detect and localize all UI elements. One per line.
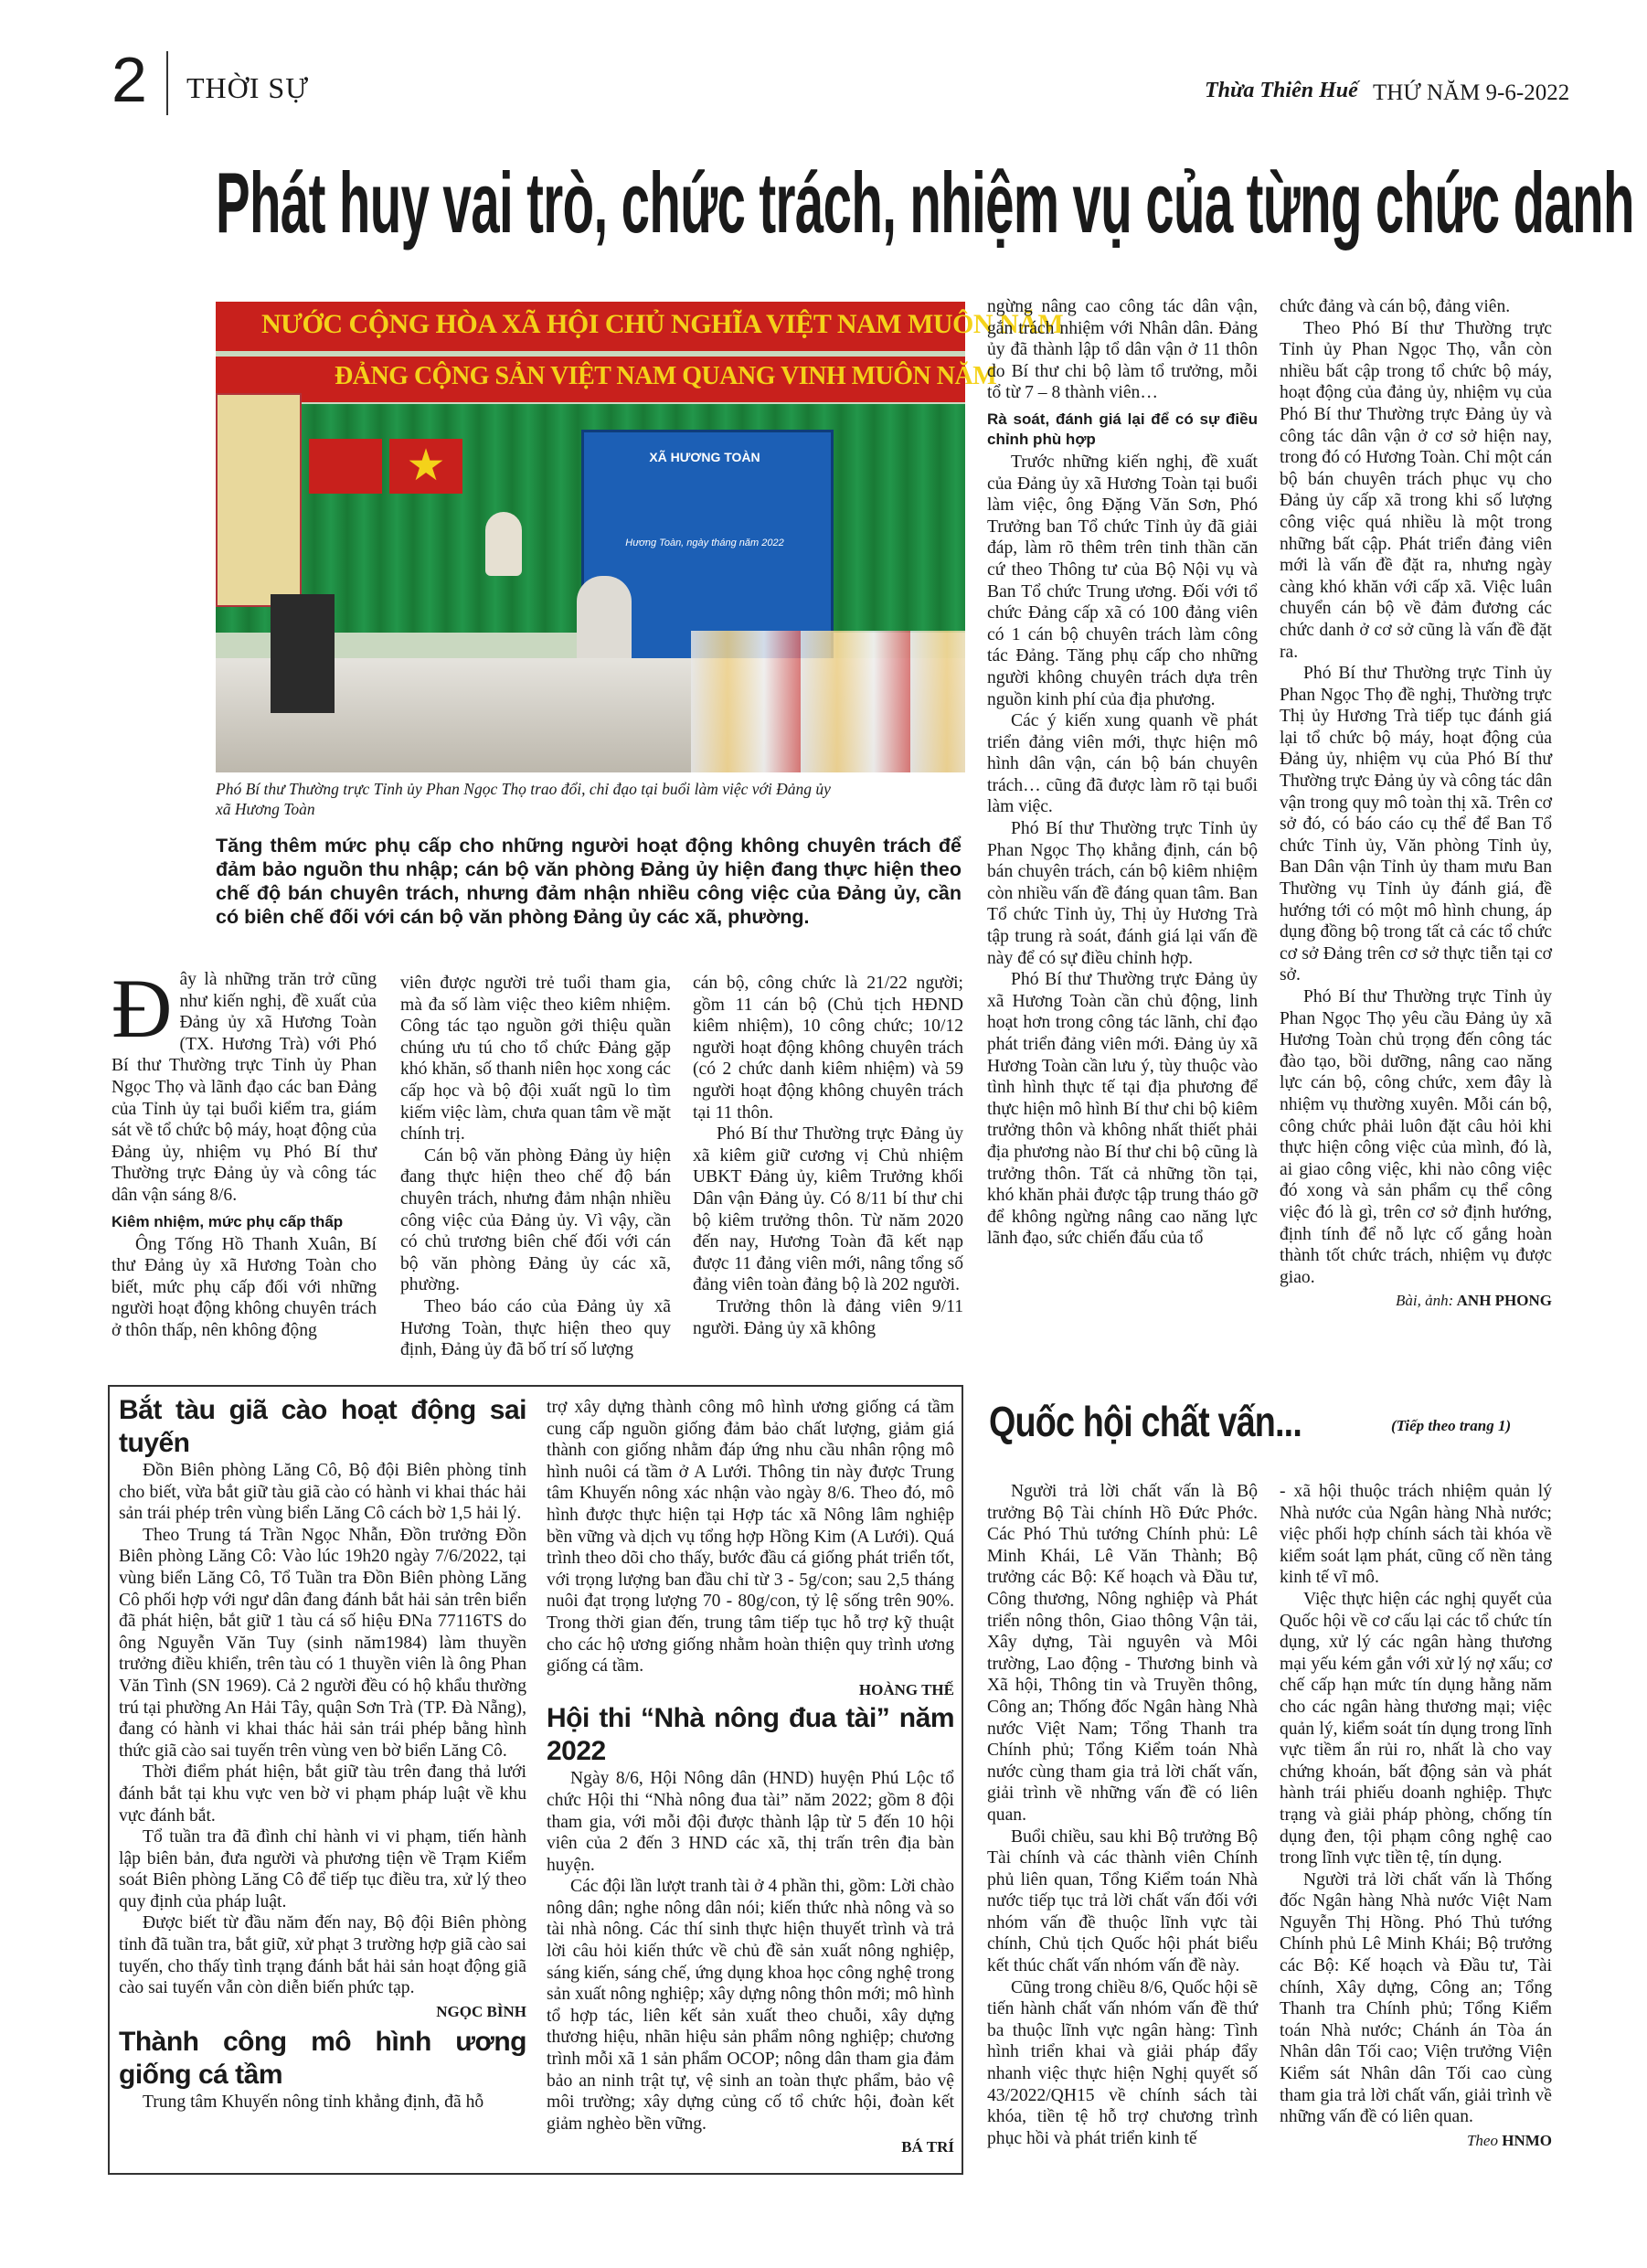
brief1-p5: Được biết từ đầu năm đến nay, Bộ đội Biên phòng tỉnh đã tuần tra, bắt giữ, xử phạt 3 trường hợp giã cào sai tuyến, cho thấy tình trạng đánh bắt hải sản hoạt động giã cào sai tuyến vẫn còn diễn biến phức tạp. <box>119 1913 526 1998</box>
photo-caption: Phó Bí thư Thường trực Tỉnh ủy Phan Ngọc Thọ trao đổi, chỉ đạo tại buổi làm việc với Đảng ủy xã Hương Toàn <box>216 780 831 818</box>
main-col2-p3: Theo báo cáo của Đảng ủy xã Hương Toàn, thực hiện theo quy định, Đảng ủy đã bố trí số lượng <box>400 1296 671 1360</box>
qh-byline-label: Theo <box>1466 2131 1498 2149</box>
page-number: 2 <box>112 44 147 115</box>
photo-flag-party <box>309 439 382 494</box>
brief-title-1: Bắt tàu giã cào hoạt động sai tuyến <box>119 1395 526 1458</box>
brief2-byline: HOÀNG THẾ <box>858 1680 954 1698</box>
main-byline <box>1280 1290 1552 1312</box>
main-col5-p1: chức đảng và cán bộ, đảng viên. <box>1280 297 1511 316</box>
photo-screen-date: Hương Toàn, ngày tháng năm 2022 <box>625 538 784 548</box>
main-col3-p1: cán bộ, công chức là 21/22 người; gồm 11 cán bộ (Chủ tịch HĐND kiêm nhiệm), 10 công chức; 10/12 người hoạt động không chuyên trách (có 2 chức danh kiêm nhiệm) và 59 người hoạt động không chuyên trách tại 11 thôn. <box>693 974 963 1123</box>
main-col4-p1: ngừng nâng cao công tác dân vận, gắn trách nhiệm với Nhân dân. Đảng ủy đã thành lập tổ dân vận ở 11 thôn do Bí thư chi bộ làm tổ trưởng, mỗi tổ từ 7 – 8 thành viên… <box>987 297 1258 403</box>
main-col1-p2: Ông Tống Hồ Thanh Xuân, Bí thư Đảng ủy xã Hương Toàn cho biết, mức phụ cấp đối với những người hoạt động không chuyên trách ở thôn thấp, nên không động <box>112 1234 377 1340</box>
qh-byline-source: HNMO <box>1502 2131 1552 2149</box>
main-headline: Phát huy vai trò, chức trách, nhiệm vụ của từng chức danh <box>216 154 1634 250</box>
brief3-p2: Các đội lần lượt tranh tài ở 4 phần thi, gồm: Lời chào nông dân; nghe nông dân nói; kiến thức nhà nông và so tài nhà nông. Các thí sinh thực hiện thuyết trình và trả lời câu hỏi kiến thức về chủ đề sản xuất nông nghiệp, sáng kiến, sáng chế, ứng dụng khoa học công nghệ trong sản xuất nông nghiệp; xây dựng nông thôn mới; mô hình tổ hợp tác, liên kết sản xuất theo chuỗi, xây dựng thương hiệu, nhãn hiệu sản phẩm nông nghiệp; chương trình mỗi xã 1 sản phẩm OCOP; nông dân tham gia đảm bảo an ninh trật tự, vệ sinh an toàn thực phẩm, bảo vệ môi trường; xây dựng củng cố tổ chức hội, đoàn kết giảm nghèo bền vững. <box>547 1877 954 2134</box>
main-photo <box>216 302 1064 772</box>
main-col-5 <box>1280 296 1552 1314</box>
header-divider <box>166 51 168 115</box>
qh-c1-p1: Người trả lời chất vấn là Bộ trưởng Bộ Tài chính Hồ Đức Phớc. Các Phó Thủ tướng Chính phủ: Lê Minh Khái, Lê Văn Thành; Bộ trưởng các Bộ: Kế hoạch và Đầu tư, Công thương, Nông nghiệp và Phát triển nông thôn, Giao thông Vận tải, Xây dựng, Tài nguyên và Môi trường, Lao động - Thương binh và Xã hội, Thông tin và Truyền thông, Công an; Thống đốc Ngân hàng Nhà nước Việt Nam; Tổng Thanh tra Chính phủ; Tổng Kiểm toán Nhà nước cùng tham gia trả lời chất vấn, giải trình về những vấn đề có liên quan. <box>987 1482 1258 1825</box>
main-subhead-1: Kiêm nhiệm, mức phụ cấp thấp <box>112 1212 344 1230</box>
main-col-2 <box>400 973 671 1361</box>
brief-col-1 <box>119 1394 526 2114</box>
page-header <box>0 0 1647 115</box>
main-col3-p2: Phó Bí thư Thường trực Đảng ủy xã kiêm giữ cương vị Chủ nhiệm UBKT Đảng ủy, kiêm Trưởng khối Dân vận Đảng ủy. Có 8/11 bí thư chi bộ kiêm trưởng thôn. Từ năm 2020 đến nay, Hương Toàn đã kết nạp được 11 đảng viên mới, nâng tổng số đảng viên toàn đảng bộ là 202 người. <box>693 1124 963 1295</box>
brief-title-2: Thành công mô hình ương giống cá tầm <box>119 2027 526 2091</box>
byline-label: Bài, ảnh: <box>1396 1292 1454 1310</box>
brief3-byline: BÁ TRÍ <box>901 2138 954 2156</box>
qh-continued: (Tiếp theo trang 1) <box>1391 1417 1512 1434</box>
photo-speakers-left <box>271 594 335 713</box>
main-col4-p3: Các ý kiến xung quanh về phát triển đảng viên mới, thực hiện mô hình dân vận, cán bộ bán chuyên trách… cũng đã được làm rõ tại buổi làm việc. <box>987 711 1258 817</box>
main-col2-p1: viên được người trẻ tuổi tham gia, mà đa số làm việc theo kiêm nhiệm. Công tác tạo nguồn gởi thiệu quần chúng ưu tú cho tổ chức Đảng gặp khó khăn, số thanh niên học xong các cấp học và bộ đội xuất ngũ lo tìm kiếm việc làm, chưa quan tâm về mặt chính trị. <box>400 974 671 1145</box>
drop-cap: Đ <box>112 962 173 1055</box>
brief-title-3: Hội thi “Nhà nông đua tài” năm 2022 <box>547 1703 954 1767</box>
qh-c1-p2: Buổi chiều, sau khi Bộ trưởng Bộ Tài chính và các thành viên Chính phủ liên quan, Tổng Kiểm toán Nhà nước tiếp tục trả lời chất vấn đối với nhóm vấn đề thuộc lĩnh vực tài chính, Chủ tịch Quốc hội phát biểu kết thúc chất vấn nhóm vấn đề này. <box>987 1826 1258 1976</box>
byline-author: ANH PHONG <box>1456 1292 1552 1310</box>
main-col1-intro: ây là những trăn trở cũng như kiến nghị, đề xuất của Đảng ủy xã Hương Toàn (TX. Hương Trà) với Phó Bí thư Thường trực Tỉnh ủy Phan Ngọc Thọ và lãnh đạo các ban Đảng của Tỉnh ủy tại buổi kiểm tra, giám sát về tổ chức bộ máy, hoạt động của Đảng ủy, nhiệm vụ Phó Bí thư Thường trực Đảng ủy và công tác dân vận sáng 8/6. <box>112 970 377 1205</box>
brief1-byline: NGỌC BÌNH <box>436 2002 526 2020</box>
qh-col-2 <box>1280 1481 1552 2153</box>
article-sapo: Tăng thêm mức phụ cấp cho những người hoạt động không chuyên trách để đảm bảo nguồn thu nhập; cán bộ văn phòng Đảng ủy hiện đang thực hiện theo chế độ bán chuyên trách, nhưng đảm nhận nhiều công việc của Đảng ủy, cần có biên chế đối với cán bộ văn phòng Đảng ủy các xã, phường. <box>216 835 962 928</box>
brief1-p4: Tổ tuần tra đã đình chỉ hành vi vi phạm, tiến hành lập biên bản, đưa người và phương tiện về Trạm Kiểm soát Biên phòng Lăng Cô để tiếp tục điều tra, xử lý theo quy định của pháp luật. <box>119 1827 526 1911</box>
main-col4-p5: Phó Bí thư Thường trực Đảng ủy xã Hương Toàn cần chủ động, linh hoạt hơn trong công tác lãnh, chỉ đạo phát triển đảng viên mới. Đảng ủy xã Hương Toàn cần lưu ý, tùy thuộc vào tình hình thực tế tại địa phương để thực hiện mô hình Bí thư chi bộ kiêm trưởng thôn và không nhất thiết phải địa phương nào Bí thư chi bộ cũng là trưởng thôn. Tất cả những tồn tại, khó khăn phải được tập trung tháo gỡ để không ngừng nâng cao năng lực lãnh đạo, sức chiến đấu của tổ <box>987 970 1258 1249</box>
photo-bust <box>485 512 522 576</box>
paper-name: Thừa Thiên Huế <box>1205 79 1358 102</box>
main-col2-p2: Cán bộ văn phòng Đảng ủy hiện đang thực hiện theo chế độ bán chuyên trách, nhưng đảm nhận nhiều công việc của Đảng ủy. Vì vậy, cần có chủ trương biên chế đối với cán bộ văn phòng Đảng ủy các xã, phường. <box>400 1145 671 1295</box>
brief1-p1: Đồn Biên phòng Lăng Cô, Bộ đội Biên phòng tỉnh cho biết, vừa bắt giữ tàu giã cào có hành vi khai thác hải sản trái phép trên vùng biển Lăng Cô cách bờ 1,5 hải lý. <box>119 1461 526 1524</box>
main-col-1 <box>112 962 377 1342</box>
qh-c2-p3: Người trả lời chất vấn là Thống đốc Ngân hàng Nhà nước Việt Nam Nguyễn Thị Hồng. Phó Thủ tướng Chính phủ Lê Minh Khái; Bộ trưởng các Bộ: Kế hoạch và Đầu tư, Tài chính, Xây dựng, Công an; Tổng Thanh tra Chính phủ; Tổng Kiểm toán Nhà nước; Chánh án Tòa án Nhân dân Tối cao; Viện trưởng Viện Kiểm sát Nhân dân Tối cao cùng tham gia trả lời chất vấn, giải trình về những vấn đề có liên quan. <box>1280 1869 1552 2127</box>
photo-flag-star: ★ <box>389 439 462 494</box>
main-col3-p3: Trưởng thôn là đảng viên 9/11 người. Đảng ủy xã không <box>693 1296 963 1338</box>
qh-title-wrap <box>989 1397 1556 1461</box>
section-name: THỜI SỰ <box>186 71 310 104</box>
photo-screen-title: XÃ HƯƠNG TOÀN <box>649 450 760 464</box>
brief-col-2 <box>547 1397 954 2160</box>
qh-title: Quốc hội chất vấn... <box>989 1398 1302 1445</box>
brief2-p1: Trung tâm Khuyến nông tỉnh khẳng định, đã hỗ <box>143 2092 484 2113</box>
main-col5-p4: Phó Bí thư Thường trực Tỉnh ủy Phan Ngọc Thọ yêu cầu Đảng ủy xã Hương Toàn chủ trọng đến công tác đào tạo, bồi dưỡng, nâng cao năng lực cán bộ, công chức, xem đây là nhiệm vụ thường xuyên. Mỗi cán bộ, công chức phải luôn đặt câu hỏi khi thực hiện công việc của mình, đó là, ai giao công việc, khi nào công việc đó xong và sản phẩm cụ thể công việc đó là gì, trên cơ sở định hướng, định tính để nỗ lực cố gắng hoàn thành tốt chức trách, nhiệm vụ được giao. <box>1280 987 1552 1287</box>
photo-banner-top-text: NƯỚC CỘNG HÒA XÃ HỘI CHỦ NGHĨA VIỆT NAM MUÔN NĂM <box>261 309 1064 339</box>
photo-left-poster <box>216 393 302 607</box>
main-subhead-2: Rà soát, đánh giá lại để có sự điều chỉnh phù hợp <box>987 410 1258 448</box>
brief2-p2: trợ xây dựng thành công mô hình ương giống cá tầm cung cấp nguồn giống đảm bảo chất lượng, giảm giá thành con giống nhằm đáp ứng nhu cầu nhân rộng mô hình nuôi cá tầm ở A Lưới. Thông tin này được Trung tâm Khuyến nông xác nhận vào ngày 8/6. Theo đó, mô hình được thực hiện tại Hợp tác xã Nông lâm nghiệp bền vững và dịch vụ tổng hợp Hồng Kim (A Lưới). Quá trình theo dõi cho thấy, bước đầu cá giống phát triển tốt, với trọng lượng ban đầu chỉ từ 3 - 5g/con; sau 2,5 tháng nuôi đạt trọng lượng 70 - 80g/con, tỷ lệ sống trên 90%. Trong thời gian đến, trung tâm tiếp tục hỗ trợ kỹ thuật cho các hộ ương giống nhằm hoàn thiện quy trình ương giống cá tầm. <box>547 1398 954 1677</box>
issue-date: THỨ NĂM 9-6-2022 <box>1373 80 1570 105</box>
main-col5-p2: Theo Phó Bí thư Thường trực Tỉnh ủy Phan Ngọc Thọ, vẫn còn nhiều bất cập trong tổ chức bộ máy, hoạt động của đảng ủy, nhiệm vụ của Phó Bí thư Thường trực Đảng ủy và công tác dân vận ở cơ sở hiện nay, trong đó có Hương Toàn. Chỉ một cán bộ bán chuyên trách phục vụ cho Đảng ủy cấp xã trong khi số lượng công việc quá nhiều là một trong những bất cập. Phát triển đảng viên mới là vấn đề đặt ra, nhưng ngày càng khó khăn với cấp xã. Việc luân chuyển cán bộ về đảm đương các chức danh ở cơ sở cũng là vấn đề đặt ra. <box>1280 318 1552 662</box>
main-col-4 <box>987 296 1258 1250</box>
qh-col-1 <box>987 1481 1258 2149</box>
brief1-p3: Thời điểm phát hiện, bắt giữ tàu trên đang thả lưới đánh bắt tại khu vực ven bờ vi phạm pháp luật về khu vực đánh bắt. <box>119 1762 526 1826</box>
main-col-3 <box>693 973 963 1339</box>
photo-banner-bottom-text: ĐẢNG CỘNG SẢN VIỆT NAM QUANG VINH MUÔN NĂM <box>335 362 997 390</box>
main-col4-p2: Trước những kiến nghị, đề xuất của Đảng ủy xã Hương Toàn tại buổi làm việc, ông Đặng Văn Sơn, Phó Trưởng ban Tổ chức Tỉnh ủy đã giải đáp, làm rõ thêm trên tinh thần căn cứ theo Thông tư của Bộ Nội vụ và Ban Tổ chức Trung ương. Đối với tổ chức Đảng cấp xã có 100 đảng viên có 1 cán bộ chuyên trách làm công tác Đảng. Tăng phụ cấp cho những người không chuyên trách dựa trên nguồn kinh phí của địa phương. <box>987 452 1258 709</box>
photo-attendees <box>691 631 965 772</box>
qh-c2-p1: - xã hội thuộc trách nhiệm quản lý Nhà nước của Ngân hàng Nhà nước; việc phối hợp chính sách tài khóa về kiểm soát lạm phát, cũng cố nền tảng kinh tế vĩ mô. <box>1280 1482 1552 1588</box>
main-col4-p4: Phó Bí thư Thường trực Tỉnh ủy Phan Ngọc Thọ khẳng định, cán bộ bán chuyên trách, cán bộ kiêm nhiệm còn nhiều vấn đề đáng quan tâm. Ban Tổ chức Tỉnh ủy, Thị ủy Hương Trà tập trung rà soát, đánh giá lại vấn đề này để có sự điều chỉnh hợp. <box>987 819 1258 968</box>
main-col5-p3: Phó Bí thư Thường trực Tỉnh ủy Phan Ngọc Thọ đề nghị, Thường trực Thị ủy Hương Trà tiếp tục đánh giá lại tổ chức bộ máy, hoạt động của Đảng ủy, nhiệm vụ của Phó Bí thư Thường trực Đảng ủy và công tác dân vận trong quy mô toàn thị xã. Trên cơ sở đó, có báo cáo cụ thể để Ban Tổ chức Tỉnh ủy, Văn phòng Tỉnh ủy, Ban Dân vận Tỉnh ủy tham mưu Ban Thường vụ Tỉnh ủy đánh giá, đề hướng tới có một mô hình chung, áp dụng đồng bộ trong tất cả các tổ chức cơ sở Đảng trên cơ sở thực tiễn tại cơ sở. <box>1280 664 1552 985</box>
qh-byline <box>1280 2130 1552 2152</box>
qh-c2-p2: Việc thực hiện các nghị quyết của Quốc hội về cơ cấu lại các tổ chức tín dụng, xử lý các ngân hàng thương mại yếu kém gắn với xử lý nợ xấu; cơ chế cấp hạn mức tín dụng hằng năm cho các ngân hàng thương mại; việc quản lý, kiểm soát tín dụng trong lĩnh vực tiềm ẩn rủi ro, nhất là cho vay chứng khoán, bất động sản và phát hành trái phiếu doanh nghiệp. Thực trạng và giải pháp phòng, chống tín dụng đen, tội phạm công nghệ cao trong lĩnh vực tiền tệ, tín dụng. <box>1280 1589 1552 1869</box>
brief1-p2: Theo Trung tá Trần Ngọc Nhẫn, Đồn trưởng Đồn Biên phòng Lăng Cô: Vào lúc 19h20 ngày 7/6/2022, tại vùng biển Lăng Cô, Tổ Tuần tra Đồn Biên phòng Lăng Cô phối hợp với ngư dân đang đánh bắt hải sản trên biển đã phát hiện, bắt giữ 1 tàu cá số hiệu ĐNa 77116TS do ông Nguyễn Văn Tuy (sinh năm1984) làm thuyền trưởng điều khiển, trên tàu có 1 thuyền viên là ông Phan Văn Tình (SN 1969). Cả 2 người đều có hộ khẩu thường trú tại phường An Hải Tây, quận Sơn Trà (TP. Đà Nẵng), đang có hành vi khai thác hải sản trái phép bằng hình thức giã cào sai tuyến trên vùng ven bờ biển Lăng Cô. <box>119 1525 526 1761</box>
brief3-p1: Ngày 8/6, Hội Nông dân (HND) huyện Phú Lộc tổ chức Hội thi “Nhà nông đua tài” năm 2022; gồm 8 đội tham gia, với mỗi đội được thành lập từ 5 đến 10 hội viên của 2 đến 3 HND các xã, thị trấn trên địa bàn huyện. <box>547 1769 954 1875</box>
qh-c1-p3: Cũng trong chiều 8/6, Quốc hội sẽ tiến hành chất vấn nhóm vấn đề thứ ba thuộc lĩnh vực ngân hàng: Tình hình triển khai và giải pháp đẩy nhanh việc thực hiện Nghị quyết số 43/2022/QH15 về chính sách tài khóa, tiền tệ hỗ trợ chương trình phục hồi và phát triển kinh tế <box>987 1977 1258 2148</box>
